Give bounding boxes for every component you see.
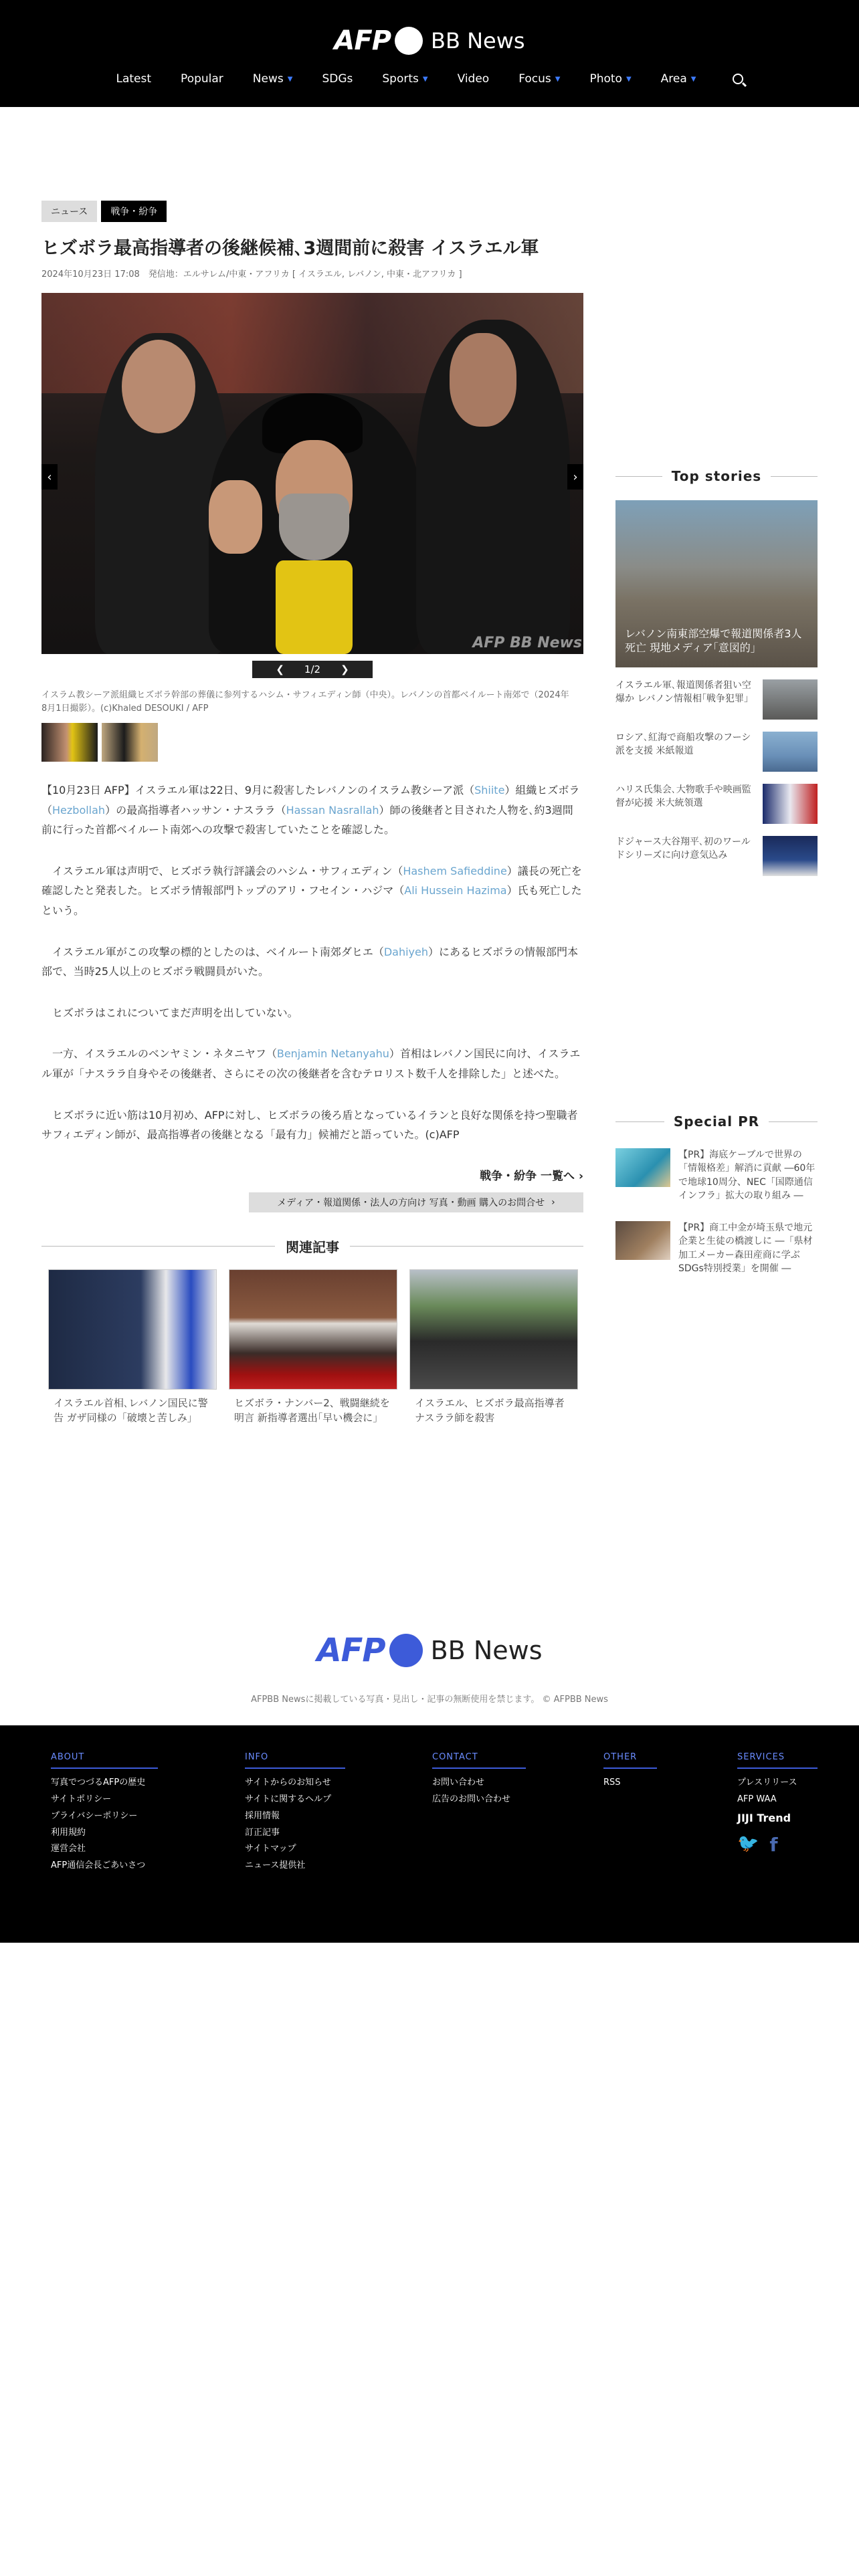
- related-title: 関連記事: [286, 1239, 339, 1255]
- photo-thumbnail-1[interactable]: [41, 723, 98, 762]
- keyword-link[interactable]: Benjamin Netanyahu: [276, 1047, 389, 1061]
- chevron-down-icon: ▼: [555, 75, 561, 83]
- article-paragraph: イスラエル軍は声明で、ヒズボラ執行評議会のハシム・サフィエディン（Hashem Safieddine）議長の死亡を確認したと発表した。ヒズボラ情報部門トップのアリ・フセイン・ハジマ（Ali Hussein Hazima）氏も死亡したという。: [41, 864, 582, 918]
- special-pr-header: [615, 1113, 818, 1130]
- pr-thumb: [615, 1148, 670, 1187]
- photo-watermark: AFP BB News: [472, 635, 582, 652]
- nav-label: Video: [457, 72, 490, 86]
- top-story-text: ドジャース大谷翔平､初のワールドシリーズに向け意気込み: [615, 837, 751, 861]
- footer-link[interactable]: 写真でつづるAFPの歴史: [51, 1778, 146, 1788]
- site-logo[interactable]: [0, 25, 859, 56]
- twitter-icon[interactable]: 🐦: [737, 1833, 759, 1854]
- footer-link[interactable]: サイトマップ: [245, 1844, 296, 1854]
- related-image: [409, 1269, 578, 1390]
- search-button[interactable]: [711, 74, 758, 84]
- top-story-item[interactable]: [615, 732, 818, 772]
- footer-link[interactable]: 運営会社: [51, 1844, 86, 1854]
- nav-label: SDGs: [322, 72, 353, 86]
- footer-link[interactable]: プレスリリース: [737, 1778, 797, 1788]
- article: [41, 201, 583, 1425]
- related-image: [48, 1269, 217, 1390]
- nav-video[interactable]: [443, 72, 504, 86]
- facebook-icon[interactable]: f: [769, 1833, 778, 1856]
- top-story-text: イスラエル軍､報道関係者狙い空爆か レバノン情報相｢戦争犯罪｣: [615, 680, 751, 704]
- photo-page-indicator: 1/2: [304, 663, 321, 676]
- nav-popular[interactable]: [166, 72, 238, 86]
- logo-circle-icon: [395, 27, 423, 55]
- footer-info: [245, 1752, 345, 1872]
- tag-war[interactable]: 戦争・紛争: [101, 201, 167, 222]
- photo-thumbnails: [41, 723, 583, 762]
- footer-link[interactable]: RSS: [603, 1778, 621, 1788]
- footer-contact: [432, 1752, 526, 1806]
- article-photo[interactable]: [41, 293, 583, 654]
- nav-area[interactable]: [646, 72, 711, 86]
- chevron-right-icon[interactable]: ❯: [341, 663, 349, 676]
- top-story-thumb: [763, 784, 818, 824]
- related-caption: イスラエル、ヒズボラ最高指導者ナスララ師を殺害: [415, 1396, 565, 1424]
- pr-thumb: [615, 1221, 670, 1260]
- footer-heading: INFO: [245, 1752, 345, 1769]
- related-card[interactable]: [409, 1269, 577, 1426]
- article-paragraph: 一方、イスラエルのベンヤミン・ネタニヤフ（Benjamin Netanyahu）首相はレバノン国民に向け、イスラエル軍が「ナスララ自身やその後継者、さらにその次の後継者を含むテロリスト数千人を排除した」と述べた。: [41, 1047, 581, 1081]
- keyword-link[interactable]: Hassan Nasrallah: [286, 803, 379, 817]
- related-header: [41, 1237, 583, 1256]
- top-stories-title: Top stories: [671, 468, 762, 484]
- top-stories: [615, 468, 818, 876]
- divider: [350, 1246, 583, 1247]
- nav-label: Area: [660, 72, 687, 86]
- top-story-item[interactable]: [615, 836, 818, 876]
- photo-figure-left-face: [122, 340, 195, 433]
- footer-heading: SERVICES: [737, 1752, 818, 1769]
- logo-afp-text: AFP: [316, 1632, 385, 1669]
- chevron-right-icon: ›: [578, 1169, 583, 1183]
- top-story-main[interactable]: [615, 500, 818, 667]
- photo-figure-right-face: [450, 333, 516, 427]
- related-card[interactable]: [48, 1269, 215, 1426]
- footer-link[interactable]: プライバシーポリシー: [51, 1810, 138, 1821]
- article-body: [41, 780, 583, 1145]
- divider: [769, 1121, 818, 1122]
- nav-label: Sports: [382, 72, 419, 86]
- nav-sdgs[interactable]: [307, 72, 367, 86]
- keyword-link[interactable]: Hashem Safieddine: [403, 864, 507, 877]
- photo-caption: イスラム教シーア派組織ヒズボラ幹部の葬儀に参列するハシム・サフィエディン師（中央）。レバノンの首都ベイルート南郊で（2024年8月1日撮影）。(c)Khaled DESOUKI / AFP: [41, 690, 569, 714]
- pr-item[interactable]: [615, 1221, 818, 1275]
- footer-link[interactable]: 広告のお問い合わせ: [432, 1794, 511, 1804]
- category-list-link[interactable]: 戦争・紛争 一覧へ ›: [480, 1169, 583, 1183]
- nav-latest[interactable]: [102, 72, 167, 86]
- keyword-link[interactable]: Hezbollah: [52, 803, 106, 817]
- photo-next-button[interactable]: ›: [567, 464, 583, 490]
- search-icon: [733, 74, 743, 84]
- chevron-right-icon: ›: [551, 1196, 555, 1208]
- footer-link[interactable]: お問い合わせ: [432, 1778, 485, 1788]
- pr-text: 【PR】海底ケーブルで世界の「情報格差」解消に貢献 ―60年で地球10周分、NEC「国際通信インフラ」拡大の取り組み ―: [678, 1150, 816, 1201]
- top-story-text: ハリス氏集会､大物歌手や映画監督が応援 米大統領選: [615, 784, 751, 809]
- top-story-thumb: [763, 836, 818, 876]
- chevron-down-icon: ▼: [287, 75, 293, 83]
- social-links: [737, 1834, 818, 1856]
- related-card[interactable]: [229, 1269, 396, 1426]
- article-tags: [41, 201, 583, 222]
- footer-link[interactable]: AFP通信会長ごあいさつ: [51, 1860, 146, 1871]
- nav-focus[interactable]: [504, 72, 575, 86]
- copyright: AFPBB Newsに掲載している写真・見出し・記事の無断使用を禁じます。 © AFPBB News: [251, 1695, 608, 1705]
- footer-other: [603, 1752, 657, 1790]
- footer-heading: ABOUT: [51, 1752, 158, 1769]
- chevron-down-icon: ▼: [422, 75, 428, 83]
- footer-services: [737, 1752, 818, 1856]
- purchase-inquiry-link[interactable]: メディア・報道関係・法人の方向け 写真・動画 購入のお問合せ ›: [249, 1192, 583, 1212]
- main-nav: [0, 72, 859, 86]
- nav-label: Focus: [518, 72, 551, 86]
- keyword-link[interactable]: Dahiyeh: [383, 945, 429, 958]
- nav-sports[interactable]: [367, 72, 442, 86]
- photo-figure-center-beard: [279, 494, 349, 560]
- footer-link[interactable]: AFP WAA: [737, 1794, 777, 1804]
- related-image: [229, 1269, 397, 1390]
- footer-link[interactable]: サイトに関するヘルプ: [245, 1794, 332, 1804]
- top-story-caption: レバノン南東部空爆で報道関係者3人死亡 現地メディア｢意図的｣: [625, 627, 802, 655]
- footer-link[interactable]: サイトポリシー: [51, 1794, 112, 1804]
- nav-label: Photo: [589, 72, 622, 86]
- photo-yellow-sash: [276, 560, 353, 654]
- article-paragraph: ヒズボラに近い筋は10月初め、AFPに対し、ヒズボラの後ろ盾となっているイランと良好な関係を持つ聖職者サフィエディン師が、最高指導者の後継となる「最有力」候補だと語っていた。(c)AFP: [41, 1108, 578, 1142]
- nav-photo[interactable]: [575, 72, 646, 86]
- chevron-down-icon: ▼: [690, 75, 696, 83]
- photo-thumbnail-2[interactable]: [102, 723, 158, 762]
- nav-label: Popular: [181, 72, 223, 86]
- top-story-thumb: [763, 732, 818, 772]
- article-title: ヒズボラ最高指導者の後継候補､3週間前に殺害 イスラエル軍: [41, 238, 539, 259]
- keyword-link[interactable]: Shiite: [474, 784, 505, 797]
- top-story-item[interactable]: [615, 679, 818, 720]
- chevron-left-icon[interactable]: ❮: [276, 663, 284, 676]
- logo-circle-icon: [389, 1634, 423, 1667]
- top-story-text: ロシア､紅海で商船攻撃のフーシ派を支援 米紙報道: [615, 732, 751, 756]
- special-pr-title: Special PR: [673, 1113, 760, 1130]
- footer-about: [51, 1752, 158, 1872]
- article-paragraph: 【10月23日 AFP】イスラエル軍は22日、9月に殺害したレバノンのイスラム教シーア派（Shiite）組織ヒズボラ（Hezbollah）の最高指導者ハッサン・ナスララ（Hassan Nasrallah）師の後継者と目された人物を､約3週間前に行った首都ベイルート南郊への攻撃で殺害していたことを確認した。: [41, 784, 580, 837]
- divider: [615, 1121, 664, 1122]
- footer-link[interactable]: 採用情報: [245, 1810, 280, 1821]
- footer-link[interactable]: サイトからのお知らせ: [245, 1778, 331, 1788]
- footer-link[interactable]: 利用規約: [51, 1827, 86, 1838]
- pr-text: 【PR】商工中金が埼玉県で地元企業と生徒の橋渡しに ―「県材加工メーカー森田産商に学ぶSDGs特別授業」を開催 ―: [678, 1222, 813, 1275]
- top-stories-header: [615, 468, 818, 484]
- site-footer: [0, 1725, 859, 1943]
- tag-news[interactable]: ニュース: [41, 201, 97, 222]
- divider: [771, 476, 818, 477]
- nav-label: News: [252, 72, 284, 86]
- top-story-thumb: [763, 679, 818, 720]
- footer-logo[interactable]: [0, 1632, 859, 1669]
- chevron-down-icon: ▼: [626, 75, 632, 83]
- logo-bb-text: BB News: [430, 1636, 543, 1665]
- nav-label: Latest: [116, 72, 152, 86]
- related-caption: ヒズボラ・ナンバー2、戦闘継続を明言 新指導者選出｢早い機会に｣: [234, 1396, 390, 1424]
- related-caption: イスラエル首相､レバノン国民に警告 ガザ同様の「破壊と苦しみ」: [54, 1396, 208, 1424]
- photo-prev-button[interactable]: ‹: [41, 464, 58, 490]
- special-pr: [615, 1113, 818, 1275]
- photo-pager: [252, 661, 373, 678]
- jiji-trend-logo[interactable]: JIJI Trend: [737, 1811, 791, 1824]
- photo-raised-hand: [209, 480, 262, 554]
- site-header: [0, 0, 859, 107]
- article-paragraph: ヒズボラはこれについてまだ声明を出していない。: [41, 1006, 298, 1019]
- pr-item[interactable]: [615, 1148, 818, 1202]
- footer-link[interactable]: 訂正記事: [245, 1827, 280, 1838]
- footer-heading: CONTACT: [432, 1752, 526, 1769]
- nav-news[interactable]: [238, 72, 308, 86]
- divider: [615, 476, 662, 477]
- article-paragraph: イスラエル軍がこの攻撃の標的としたのは、ベイルート南郊ダヒエ（Dahiyeh）にあるヒズボラの情報部門本部で、当時25人以上のヒズボラ戦闘員がいた。: [41, 945, 579, 978]
- related-list: [41, 1269, 583, 1426]
- keyword-link[interactable]: Ali Hussein Hazima: [404, 884, 507, 897]
- logo-bb-text: BB News: [431, 28, 525, 53]
- divider: [41, 1246, 275, 1247]
- top-story-item[interactable]: [615, 784, 818, 824]
- footer-heading: OTHER: [603, 1752, 657, 1769]
- article-meta: 2024年10月23日 17:08 発信地：エルサレム/中東・アフリカ [ イスラエル, レバノン, 中東・北アフリカ ]: [41, 270, 462, 280]
- logo-afp-text: AFP: [334, 25, 391, 56]
- footer-link[interactable]: ニュース提供社: [245, 1860, 306, 1871]
